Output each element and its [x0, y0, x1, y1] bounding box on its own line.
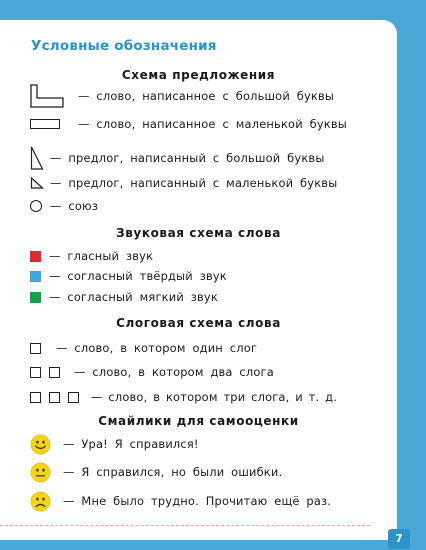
preposition-triangle-icon: [30, 176, 44, 190]
legend-text: — Мне было трудно. Прочитаю ещё раз.: [63, 494, 332, 508]
word-rectangle-icon: [30, 119, 60, 129]
page: [0, 20, 397, 540]
vowel-color-square: [30, 251, 41, 262]
syllable-square-icon: [30, 367, 41, 378]
legend-row-capital-word: [30, 86, 334, 106]
legend-text: — союз: [50, 199, 99, 213]
syllable-square-icon: [30, 392, 41, 403]
soft-consonant-color-square: [30, 292, 41, 303]
neutral-smiley-icon: [30, 462, 51, 483]
legend-text: — слово, написанное с маленькой буквы: [78, 117, 347, 131]
legend-text: — слово, написанное с большой буквы: [78, 89, 335, 103]
sound-scheme-title: Звуковая схема слова: [116, 226, 281, 240]
legend-row-conjunction: [30, 196, 98, 216]
page-number: 7: [388, 529, 410, 549]
legend-text: — гласный звук: [49, 249, 154, 263]
legend-row-neutral: [30, 460, 282, 484]
legend-row-small-word: [30, 114, 347, 134]
legend-text: — предлог, написанный с маленькой буквы: [50, 176, 338, 190]
page-title: Условные обозначения: [31, 38, 217, 54]
legend-text: — согласный мягкий звук: [49, 290, 218, 304]
legend-row-vowel: [30, 246, 153, 266]
sentence-scheme-title: Схема предложения: [121, 68, 276, 82]
legend-text: — Ура! Я справился!: [63, 437, 199, 451]
smileys-title: Смайлики для самооценки: [98, 414, 299, 428]
footer-divider: [0, 525, 370, 526]
legend-row-one-syllable: [30, 338, 257, 358]
legend-text: — Я справился, но были ошибки.: [63, 465, 283, 479]
hard-consonant-color-square: [30, 271, 41, 282]
capital-word-corner-icon: [30, 84, 64, 108]
legend-row-three-syllables: [30, 387, 337, 407]
legend-row-hard-consonant: [30, 266, 227, 286]
syllable-square-icon: [49, 392, 60, 403]
legend-text: — слово, в котором два слога: [74, 365, 274, 379]
syllable-scheme-title: Слоговая схема слова: [116, 316, 281, 330]
legend-row-sad: [30, 489, 331, 513]
legend-row-happy: [30, 432, 199, 456]
legend-text: — слово, в котором три слога, и т. д.: [91, 390, 338, 404]
legend-text: — согласный твёрдый звук: [49, 269, 227, 283]
legend-row-two-syllables: [30, 362, 274, 382]
legend-row-small-preposition: [30, 173, 337, 193]
legend-text: — слово, в котором один слог: [56, 341, 258, 355]
legend-text: — предлог, написанный с большой буквы: [50, 151, 325, 165]
conjunction-circle-icon: [30, 200, 42, 212]
syllable-square-icon: [30, 343, 41, 354]
happy-smiley-icon: [30, 434, 51, 455]
sad-smiley-icon: [30, 491, 51, 512]
syllable-square-icon: [68, 392, 79, 403]
legend-row-soft-consonant: [30, 287, 218, 307]
capital-preposition-triangle-icon: [30, 145, 44, 171]
legend-row-capital-preposition: [30, 145, 325, 171]
syllable-square-icon: [49, 367, 60, 378]
